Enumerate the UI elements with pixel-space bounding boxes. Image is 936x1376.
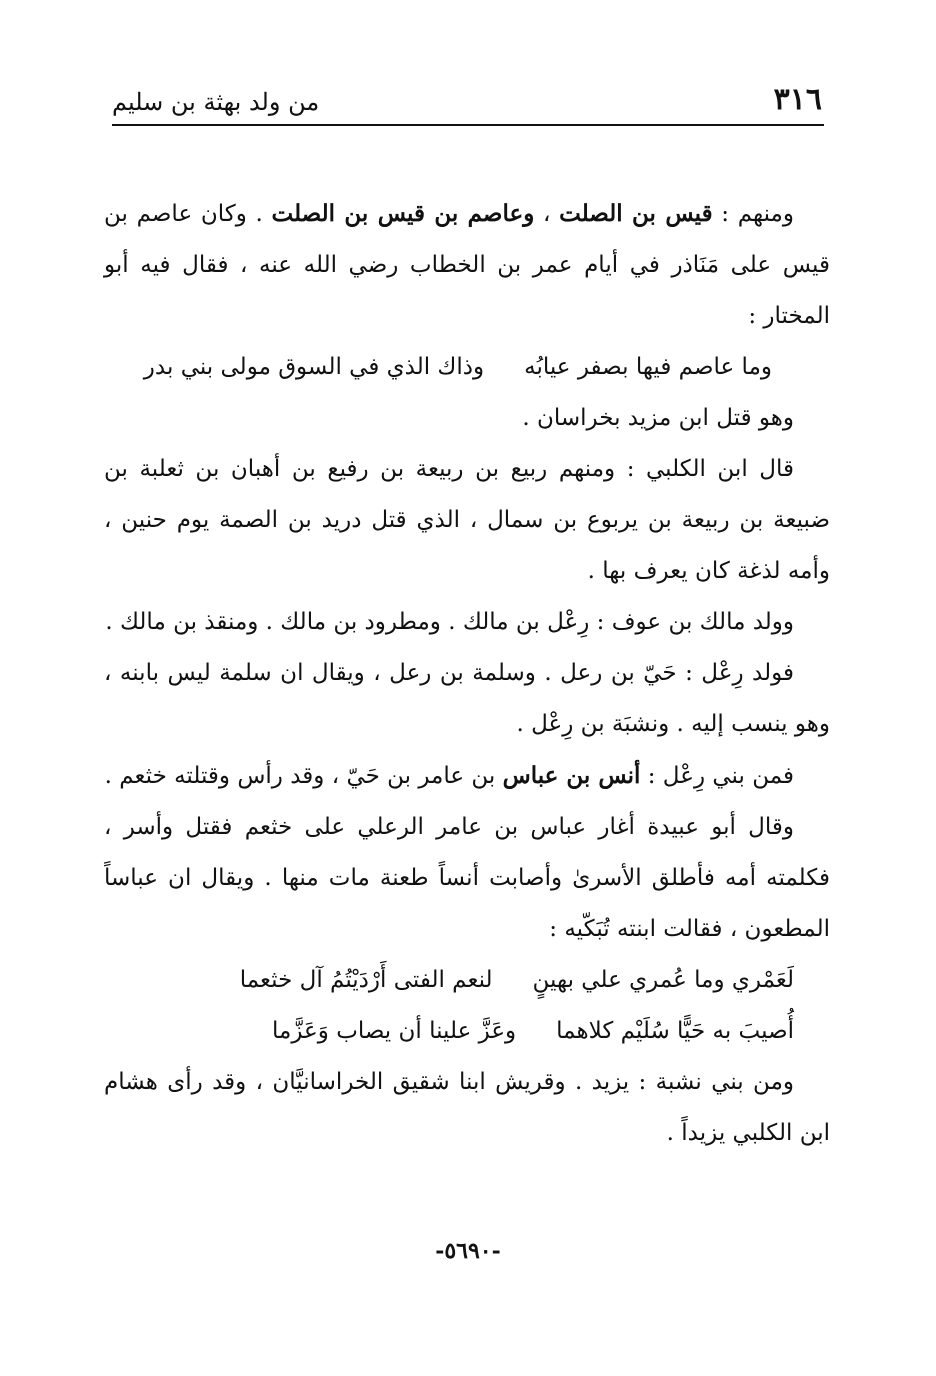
hemistich-first: لَعَمْري وما عُمري علي بهينٍ bbox=[532, 967, 794, 993]
main-text bbox=[104, 188, 830, 1159]
text-run: . وكان عاصم بن قيس على مَنَاذر في أيام عمر بن الخطاب رضي الله عنه ، فقال فيه أبو المختار : bbox=[104, 201, 830, 329]
paragraph-1 bbox=[104, 188, 830, 342]
paragraph-3: قال ابن الكلبي : ومنهم ربيع بن ربيعة بن رفيع بن أهبان بن ثعلبة بن ضبيعة بن ربيعة بن يربوع بن سمال ، الذي قتل دريد بن الصمة يوم حنين ، وأمه لذغة كان يعرف بها . bbox=[104, 456, 830, 584]
text-run: بن عامر بن حَيّ ، وقد رأس وقتلته خثعم . bbox=[104, 763, 503, 789]
header-rule bbox=[112, 124, 824, 126]
paragraph-4: وولد مالك بن عوف : رِعْل بن مالك . ومطرود بن مالك . ومنقذ بن مالك . bbox=[105, 609, 794, 635]
hemistich-second: وذاك الذي في السوق مولى بني بدر bbox=[143, 354, 485, 380]
verse-1 bbox=[104, 342, 830, 393]
text-run: ومنهم : bbox=[712, 201, 794, 227]
hemistich-first: أُصيبَ به حَيًّا سُلَيْم كلاهما bbox=[556, 1018, 794, 1044]
page-number: ٣١٦ bbox=[773, 82, 822, 117]
paragraph-5: فولد رِعْل : حَيّ بن رعل . وسلمة بن رعل ، ويقال ان سلمة ليس بابنه ، وهو ينسب إليه . ونشبَة بن رِعْل . bbox=[104, 660, 830, 737]
verse-line bbox=[104, 342, 794, 393]
verse-2 bbox=[104, 955, 830, 1057]
page-footer-marker: -٥٦٩٠- bbox=[435, 1238, 501, 1264]
text-run: فمن بني رِعْل : bbox=[640, 763, 794, 789]
paragraph-6 bbox=[104, 750, 830, 802]
running-title: من ولد بهثة بن سليم bbox=[112, 88, 320, 116]
bold-name: أنس بن عباس bbox=[502, 762, 641, 789]
text-run: ، bbox=[534, 201, 560, 227]
hemistich-second: وعَزَّ علينا أن يصاب وَعَزَّما bbox=[272, 1018, 517, 1044]
verse-line bbox=[104, 955, 794, 1006]
bold-name: وعاصم بن قيس بن الصلت bbox=[271, 200, 535, 227]
paragraph-8: ومن بني نشبة : يزيد . وقريش ابنا شقيق الخراسانيَّان ، وقد رأى هشام ابن الكلبي يزيداً . bbox=[104, 1069, 830, 1146]
hemistich-first: وما عاصم فيها بصفر عيابُه bbox=[524, 354, 772, 380]
paragraph-2: وهو قتل ابن مزيد بخراسان . bbox=[522, 405, 794, 431]
hemistich-second: لنعم الفتى أَرْدَيْتُمُ آل خثعما bbox=[239, 967, 493, 993]
page-header bbox=[112, 80, 822, 124]
verse-line bbox=[104, 1006, 794, 1057]
paragraph-7: وقال أبو عبيدة أغار عباس بن عامر الرعلي على خثعم فقتل وأسر ، فكلمته أمه فأطلق الأسرىٰ وأصابت أنساً طعنة مات منها . ويقال ان عباساً المطعون ، فقالت ابنته تُبَكّيه : bbox=[104, 814, 830, 942]
bold-name: قيس بن الصلت bbox=[559, 200, 713, 227]
